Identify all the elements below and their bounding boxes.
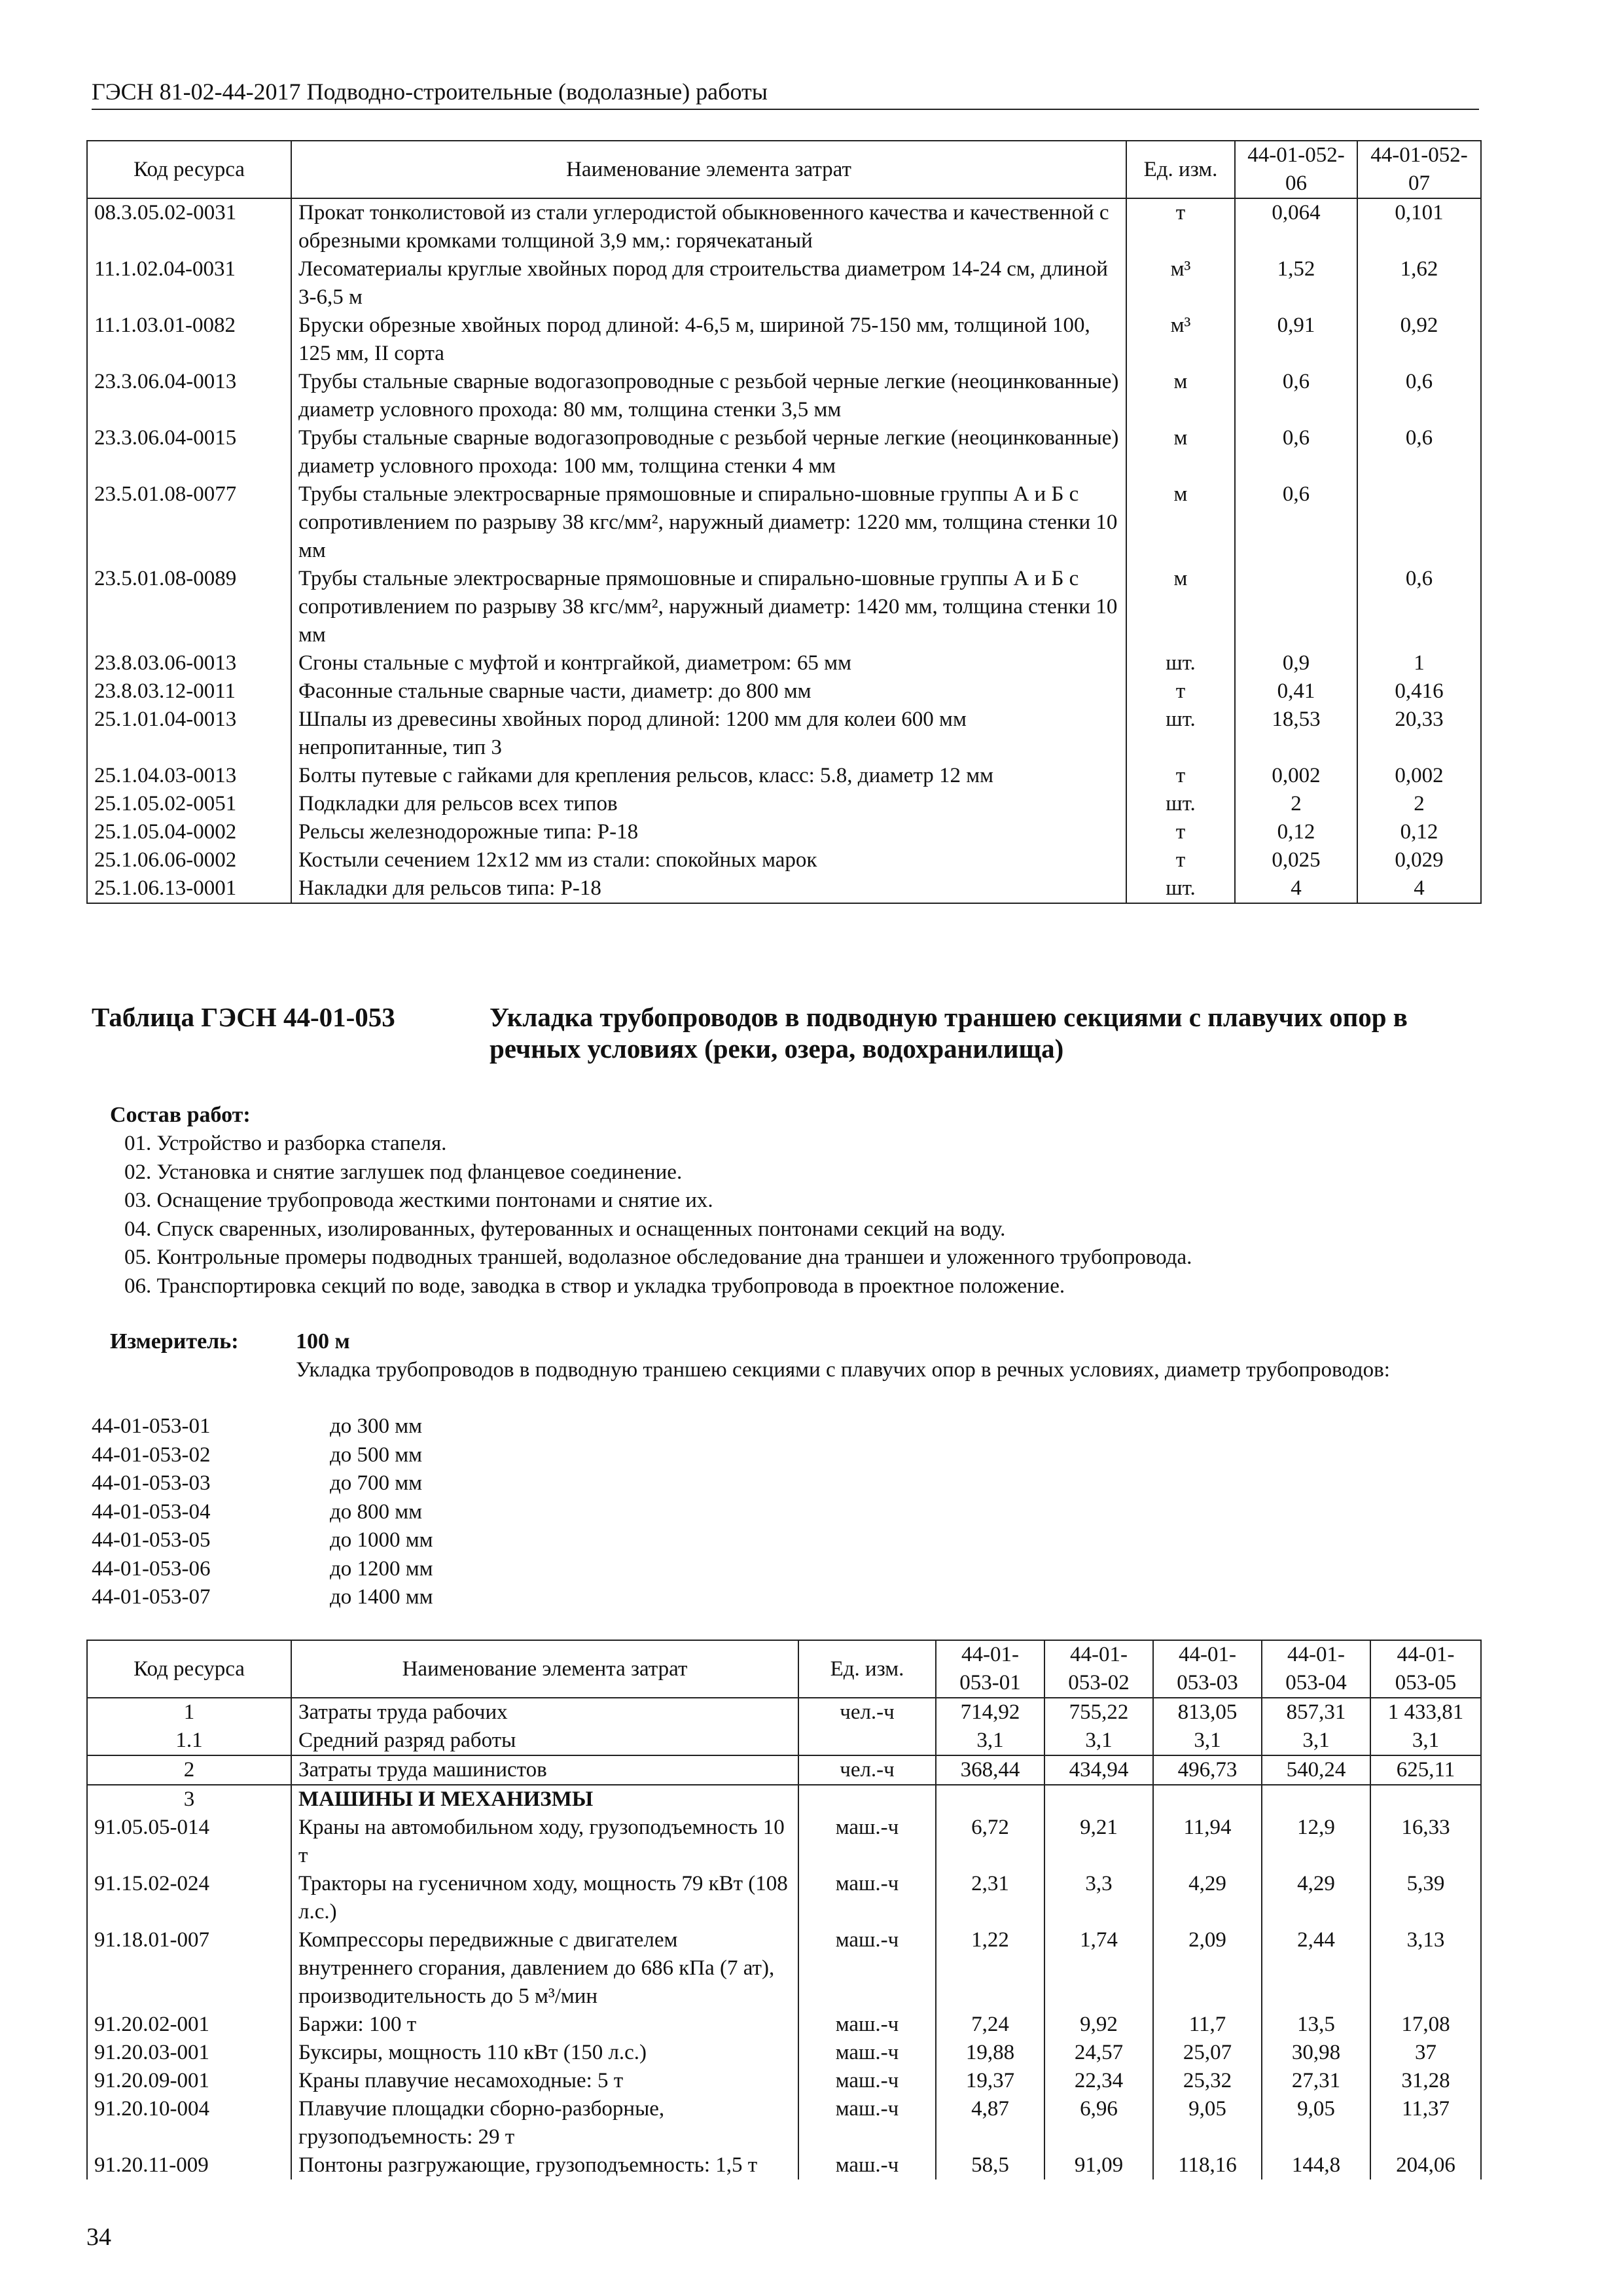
- col-header-norm: 44-01-053-02: [1044, 1640, 1153, 1698]
- resource-name: Компрессоры передвижные с двигателем внутреннего сгорания, давлением до 686 кПа (7 ат), производительность до 5 м³/мин: [291, 1926, 798, 2011]
- norm-value: 755,22: [1044, 1698, 1153, 1727]
- work-item: 01. Устройство и разборка стапеля.: [124, 1132, 447, 1155]
- norm-value: 30,98: [1262, 2039, 1370, 2067]
- table-row: [87, 565, 1481, 649]
- norm-code: 44-01-053-05: [92, 1528, 211, 1552]
- norm-value: 4,29: [1262, 1870, 1370, 1926]
- norm-code: 44-01-053-01: [92, 1414, 211, 1438]
- norm-diameter: до 800 мм: [330, 1499, 423, 1524]
- resource-code: 91.15.02-024: [87, 1870, 291, 1926]
- resource-name: Прокат тонколистовой из стали углеродистой обыкновенного качества и качественной с обрезными кромками толщиной 3,9 мм,: горячекатаный: [291, 198, 1126, 255]
- col-header-norm: 44-01-052-06: [1235, 141, 1357, 198]
- norm-value: [1235, 565, 1357, 649]
- norm-value: [1370, 1785, 1481, 1814]
- table-row: [87, 706, 1481, 762]
- norm-value: 0,6: [1235, 368, 1357, 424]
- resource-group-heading: МАШИНЫ И МЕХАНИЗМЫ: [291, 1785, 798, 1814]
- norm-value: 11,94: [1153, 1814, 1262, 1870]
- resource-code: 91.18.01-007: [87, 1926, 291, 2011]
- norm-value: 22,34: [1044, 2067, 1153, 2095]
- resource-name: Шпалы из древесины хвойных пород длиной: 1200 мм для колеи 600 мм непропитанные, тип 3: [291, 706, 1126, 762]
- resource-unit: т: [1126, 198, 1235, 255]
- norm-value: 31,28: [1370, 2067, 1481, 2095]
- norm-value: [1262, 1785, 1370, 1814]
- norm-value: 204,06: [1370, 2151, 1481, 2179]
- meter-label: Измеритель:: [110, 1329, 239, 1354]
- work-composition-label: Состав работ:: [110, 1103, 251, 1127]
- resource-unit: маш.-ч: [798, 1870, 936, 1926]
- resource-name: Затраты труда машинистов: [291, 1755, 798, 1785]
- norm-value: 496,73: [1153, 1755, 1262, 1785]
- norm-value: 3,13: [1370, 1926, 1481, 2011]
- norm-value: 9,21: [1044, 1814, 1153, 1870]
- norm-code: 44-01-053-04: [92, 1499, 211, 1524]
- resource-name: Лесоматериалы круглые хвойных пород для строительства диаметром 14-24 см, длиной 3-6,5 м: [291, 255, 1126, 312]
- resource-name: Накладки для рельсов типа: Р-18: [291, 874, 1126, 903]
- resource-code: 2: [87, 1755, 291, 1785]
- col-header-code: Код ресурса: [87, 1640, 291, 1698]
- norm-value: 0,416: [1357, 677, 1481, 706]
- work-item: 02. Установка и снятие заглушек под фланцевое соединение.: [124, 1160, 683, 1184]
- norm-diameter: до 1000 мм: [330, 1528, 433, 1552]
- table-row: [87, 874, 1481, 903]
- col-header-name: Наименование элемента затрат: [291, 1640, 798, 1698]
- resource-unit: м: [1126, 368, 1235, 424]
- table-row: [87, 1814, 1481, 1870]
- resource-name: Затраты труда рабочих: [291, 1698, 798, 1727]
- resource-unit: шт.: [1126, 706, 1235, 762]
- work-composition-list: [124, 1130, 1472, 1300]
- norm-value: 1 433,81: [1370, 1698, 1481, 1727]
- norm-value: 434,94: [1044, 1755, 1153, 1785]
- norm-value: 2,09: [1153, 1926, 1262, 2011]
- resource-table-053: [86, 1640, 1482, 2179]
- table-header-row: [87, 1640, 1481, 1698]
- norm-value: 11,37: [1370, 2095, 1481, 2151]
- norm-value: 25,07: [1153, 2039, 1262, 2067]
- table-row: [87, 368, 1481, 424]
- table-row: [87, 1755, 1481, 1785]
- norm-value: 118,16: [1153, 2151, 1262, 2179]
- norm-value: 0,029: [1357, 846, 1481, 874]
- table-number: Таблица ГЭСН 44-01-053: [92, 1002, 395, 1032]
- resource-code: 23.5.01.08-0077: [87, 480, 291, 565]
- running-header: ГЭСН 81-02-44-2017 Подводно-строительные (водолазные) работы: [92, 77, 1479, 110]
- norm-value: 0,91: [1235, 312, 1357, 368]
- norm-value: 5,39: [1370, 1870, 1481, 1926]
- resource-unit: маш.-ч: [798, 2039, 936, 2067]
- resource-code: 91.20.03-001: [87, 2039, 291, 2067]
- norm-value: 0,6: [1357, 368, 1481, 424]
- resource-code: 23.3.06.04-0013: [87, 368, 291, 424]
- norm-value: 12,9: [1262, 1814, 1370, 1870]
- resource-code: 25.1.06.13-0001: [87, 874, 291, 903]
- resource-code: 91.20.10-004: [87, 2095, 291, 2151]
- work-item: 04. Спуск сваренных, изолированных, футерованных и оснащенных понтонами секций на воду.: [124, 1217, 1006, 1241]
- resource-code: 25.1.04.03-0013: [87, 762, 291, 790]
- resource-name: Трубы стальные сварные водогазопроводные с резьбой черные легкие (неоцинкованные) диаметр условного прохода: 100 мм, толщина стенки 4 мм: [291, 424, 1126, 480]
- norm-value: 24,57: [1044, 2039, 1153, 2067]
- norm-diameter: до 500 мм: [330, 1443, 423, 1467]
- norm-value: 19,37: [936, 2067, 1044, 2095]
- resource-unit: т: [1126, 677, 1235, 706]
- norm-value: 58,5: [936, 2151, 1044, 2179]
- norm-diameter: до 700 мм: [330, 1471, 423, 1495]
- resource-unit: т: [1126, 818, 1235, 846]
- norm-value: 0,6: [1357, 565, 1481, 649]
- resource-unit: чел.-ч: [798, 1698, 936, 1727]
- resource-unit: [798, 1785, 936, 1814]
- norm-value: [1153, 1785, 1262, 1814]
- norm-value: 17,08: [1370, 2011, 1481, 2039]
- resource-name: Болты путевые с гайками для крепления рельсов, класс: 5.8, диаметр 12 мм: [291, 762, 1126, 790]
- norm-value: 18,53: [1235, 706, 1357, 762]
- table-row: [87, 2151, 1481, 2179]
- resource-code: 23.8.03.12-0011: [87, 677, 291, 706]
- resource-name: Понтоны разгружающие, грузоподъемность: 1,5 т: [291, 2151, 798, 2179]
- norm-code: 44-01-053-07: [92, 1585, 211, 1609]
- norm-value: 0,92: [1357, 312, 1481, 368]
- resource-unit: м: [1126, 565, 1235, 649]
- norm-value: 27,31: [1262, 2067, 1370, 2095]
- norm-value: 0,002: [1235, 762, 1357, 790]
- resource-name: Бруски обрезные хвойных пород длиной: 4-6,5 м, шириной 75-150 мм, толщиной 100, 125 мм, II сорта: [291, 312, 1126, 368]
- table-row: [87, 762, 1481, 790]
- resource-unit: м³: [1126, 255, 1235, 312]
- norm-code: 44-01-053-03: [92, 1471, 211, 1495]
- resource-code: 23.3.06.04-0015: [87, 424, 291, 480]
- norm-value: 3,1: [936, 1727, 1044, 1755]
- norm-value: 4: [1235, 874, 1357, 903]
- norm-value: 6,72: [936, 1814, 1044, 1870]
- resource-code: 91.20.09-001: [87, 2067, 291, 2095]
- norm-value: 0,6: [1235, 480, 1357, 565]
- resource-code: 1.1: [87, 1727, 291, 1755]
- resource-name: Трубы стальные электросварные прямошовные и спирально-шовные группы А и Б с сопротивлением по разрыву 38 кгс/мм², наружный диаметр: 1420 мм, толщина стенки 10 мм: [291, 565, 1126, 649]
- table-row: [87, 2067, 1481, 2095]
- resource-unit: маш.-ч: [798, 1926, 936, 2011]
- norm-value: 0,41: [1235, 677, 1357, 706]
- norm-value: 2,31: [936, 1870, 1044, 1926]
- norm-diameter: до 300 мм: [330, 1414, 423, 1438]
- norm-value: 0,12: [1357, 818, 1481, 846]
- resource-code: 25.1.01.04-0013: [87, 706, 291, 762]
- norm-code: 44-01-053-06: [92, 1556, 211, 1581]
- norm-value: 37: [1370, 2039, 1481, 2067]
- table-row: [87, 198, 1481, 255]
- resource-unit: м: [1126, 480, 1235, 565]
- norm-code: 44-01-053-02: [92, 1443, 211, 1467]
- work-item: 06. Транспортировка секций по воде, заводка в створ и укладка трубопровода в проектное положение.: [124, 1274, 1065, 1298]
- resource-name: Рельсы железнодорожные типа: Р-18: [291, 818, 1126, 846]
- norm-value: 9,05: [1153, 2095, 1262, 2151]
- resource-unit: шт.: [1126, 874, 1235, 903]
- table-row: [87, 846, 1481, 874]
- resource-code: 23.5.01.08-0089: [87, 565, 291, 649]
- table-row: [87, 1727, 1481, 1755]
- norm-value: 9,05: [1262, 2095, 1370, 2151]
- resource-unit: м: [1126, 424, 1235, 480]
- norm-value: 1,62: [1357, 255, 1481, 312]
- resource-code: 25.1.05.04-0002: [87, 818, 291, 846]
- resource-unit: маш.-ч: [798, 2151, 936, 2179]
- norm-value: 4,87: [936, 2095, 1044, 2151]
- resource-unit: т: [1126, 762, 1235, 790]
- norm-value: 4: [1357, 874, 1481, 903]
- work-item: 03. Оснащение трубопровода жесткими понтонами и снятие их.: [124, 1189, 713, 1212]
- resource-code: 25.1.06.06-0002: [87, 846, 291, 874]
- table-row: [87, 649, 1481, 677]
- norm-value: 7,24: [936, 2011, 1044, 2039]
- resource-code: 1: [87, 1698, 291, 1727]
- norm-value: 3,1: [1153, 1727, 1262, 1755]
- meter-description: Укладка трубопроводов в подводную траншею секциями с плавучих опор в речных условиях, диаметр трубопроводов:: [296, 1358, 1390, 1382]
- resource-name: Краны плавучие несамоходные: 5 т: [291, 2067, 798, 2095]
- resource-name: Краны на автомобильном ходу, грузоподъемность 10 т: [291, 1814, 798, 1870]
- resource-code: 11.1.02.04-0031: [87, 255, 291, 312]
- norm-value: 6,96: [1044, 2095, 1153, 2151]
- norm-diameter: до 1400 мм: [330, 1585, 433, 1609]
- work-item: 05. Контрольные промеры подводных траншей, водолазное обследование дна траншеи и уложенного трубопровода.: [124, 1246, 1192, 1269]
- resource-name: Костыли сечением 12х12 мм из стали: спокойных марок: [291, 846, 1126, 874]
- resource-name: Плавучие площадки сборно-разборные, грузоподъемность: 29 т: [291, 2095, 798, 2151]
- norm-value: 0,064: [1235, 198, 1357, 255]
- col-header-unit: Ед. изм.: [1126, 141, 1235, 198]
- norm-value: 857,31: [1262, 1698, 1370, 1727]
- resource-name: Трубы стальные сварные водогазопроводные с резьбой черные легкие (неоцинкованные) диаметр условного прохода: 80 мм, толщина стенки 3,5 мм: [291, 368, 1126, 424]
- norm-value: 16,33: [1370, 1814, 1481, 1870]
- norm-value: 0,6: [1357, 424, 1481, 480]
- resource-unit: маш.-ч: [798, 2067, 936, 2095]
- col-header-norm: 44-01-053-03: [1153, 1640, 1262, 1698]
- resource-name: Фасонные стальные сварные части, диаметр: до 800 мм: [291, 677, 1126, 706]
- norm-value: 540,24: [1262, 1755, 1370, 1785]
- resource-code: 25.1.05.02-0051: [87, 790, 291, 818]
- norm-value: 25,32: [1153, 2067, 1262, 2095]
- resource-code: 91.05.05-014: [87, 1814, 291, 1870]
- resource-code: 91.20.11-009: [87, 2151, 291, 2179]
- norm-value: 91,09: [1044, 2151, 1153, 2179]
- resource-name: Баржи: 100 т: [291, 2011, 798, 2039]
- norm-value: 0,12: [1235, 818, 1357, 846]
- norm-value: 11,7: [1153, 2011, 1262, 2039]
- table-row: [87, 1926, 1481, 2011]
- table-row: [87, 2039, 1481, 2067]
- table-row: [87, 480, 1481, 565]
- norm-value: 0,6: [1235, 424, 1357, 480]
- norm-value: 19,88: [936, 2039, 1044, 2067]
- table-row: [87, 818, 1481, 846]
- norm-value: 714,92: [936, 1698, 1044, 1727]
- table-row: [87, 424, 1481, 480]
- norm-value: 1,52: [1235, 255, 1357, 312]
- resource-code: 08.3.05.02-0031: [87, 198, 291, 255]
- resource-unit: маш.-ч: [798, 2095, 936, 2151]
- col-header-code: Код ресурса: [87, 141, 291, 198]
- norm-value: 2,44: [1262, 1926, 1370, 2011]
- norm-value: 2: [1235, 790, 1357, 818]
- norm-value: 1,22: [936, 1926, 1044, 2011]
- norm-value: 0,002: [1357, 762, 1481, 790]
- col-header-norm: 44-01-053-05: [1370, 1640, 1481, 1698]
- resource-name: Тракторы на гусеничном ходу, мощность 79 кВт (108 л.с.): [291, 1870, 798, 1926]
- table-row: [87, 255, 1481, 312]
- table-title: Укладка трубопроводов в подводную траншею секциями с плавучих опор в речных условиях (реки, озера, водохранилища): [490, 1002, 1408, 1064]
- norm-value: 3,3: [1044, 1870, 1153, 1926]
- resource-code: 11.1.03.01-0082: [87, 312, 291, 368]
- norm-value: 2: [1357, 790, 1481, 818]
- norm-diameter: до 1200 мм: [330, 1556, 433, 1581]
- norm-value: 368,44: [936, 1755, 1044, 1785]
- resource-unit: маш.-ч: [798, 2011, 936, 2039]
- norm-value: 3,1: [1370, 1727, 1481, 1755]
- resource-unit: т: [1126, 846, 1235, 874]
- norm-value: 3,1: [1044, 1727, 1153, 1755]
- norm-value: 0,9: [1235, 649, 1357, 677]
- norm-value: [1044, 1785, 1153, 1814]
- norm-value: 20,33: [1357, 706, 1481, 762]
- resource-name: Средний разряд работы: [291, 1727, 798, 1755]
- norm-value: 0,101: [1357, 198, 1481, 255]
- col-header-unit: Ед. изм.: [798, 1640, 936, 1698]
- resource-unit: шт.: [1126, 649, 1235, 677]
- col-header-norm: 44-01-053-04: [1262, 1640, 1370, 1698]
- table-row: [87, 790, 1481, 818]
- table-row: [87, 1785, 1481, 1814]
- resource-table-052: [86, 140, 1482, 904]
- resource-name: Сгоны стальные с муфтой и контргайкой, диаметром: 65 мм: [291, 649, 1126, 677]
- resource-unit: м³: [1126, 312, 1235, 368]
- norm-value: 1: [1357, 649, 1481, 677]
- norm-value: [1357, 480, 1481, 565]
- resource-code: 91.20.02-001: [87, 2011, 291, 2039]
- norm-value: 0,025: [1235, 846, 1357, 874]
- table-row: [87, 1698, 1481, 1727]
- resource-name: Буксиры, мощность 110 кВт (150 л.с.): [291, 2039, 798, 2067]
- resource-name: Подкладки для рельсов всех типов: [291, 790, 1126, 818]
- table-row: [87, 2011, 1481, 2039]
- norm-value: [936, 1785, 1044, 1814]
- norm-value: 813,05: [1153, 1698, 1262, 1727]
- page-number: 34: [86, 2223, 111, 2251]
- resource-code: 3: [87, 1785, 291, 1814]
- table-row: [87, 312, 1481, 368]
- table-row: [87, 2095, 1481, 2151]
- col-header-name: Наименование элемента затрат: [291, 141, 1126, 198]
- norm-value: 144,8: [1262, 2151, 1370, 2179]
- norm-value: 3,1: [1262, 1727, 1370, 1755]
- col-header-norm: 44-01-053-01: [936, 1640, 1044, 1698]
- norm-value: 13,5: [1262, 2011, 1370, 2039]
- resource-unit: маш.-ч: [798, 1814, 936, 1870]
- table-header-row: [87, 141, 1481, 198]
- norm-value: 9,92: [1044, 2011, 1153, 2039]
- resource-code: 23.8.03.06-0013: [87, 649, 291, 677]
- norm-value: 4,29: [1153, 1870, 1262, 1926]
- resource-name: Трубы стальные электросварные прямошовные и спирально-шовные группы А и Б с сопротивлением по разрыву 38 кгс/мм², наружный диаметр: 1220 мм, толщина стенки 10 мм: [291, 480, 1126, 565]
- col-header-norm: 44-01-052-07: [1357, 141, 1481, 198]
- resource-unit: [798, 1727, 936, 1755]
- table-row: [87, 1870, 1481, 1926]
- meter-unit: 100 м: [296, 1329, 350, 1354]
- resource-unit: чел.-ч: [798, 1755, 936, 1785]
- resource-unit: шт.: [1126, 790, 1235, 818]
- norm-value: 1,74: [1044, 1926, 1153, 2011]
- table-row: [87, 677, 1481, 706]
- norm-value: 625,11: [1370, 1755, 1481, 1785]
